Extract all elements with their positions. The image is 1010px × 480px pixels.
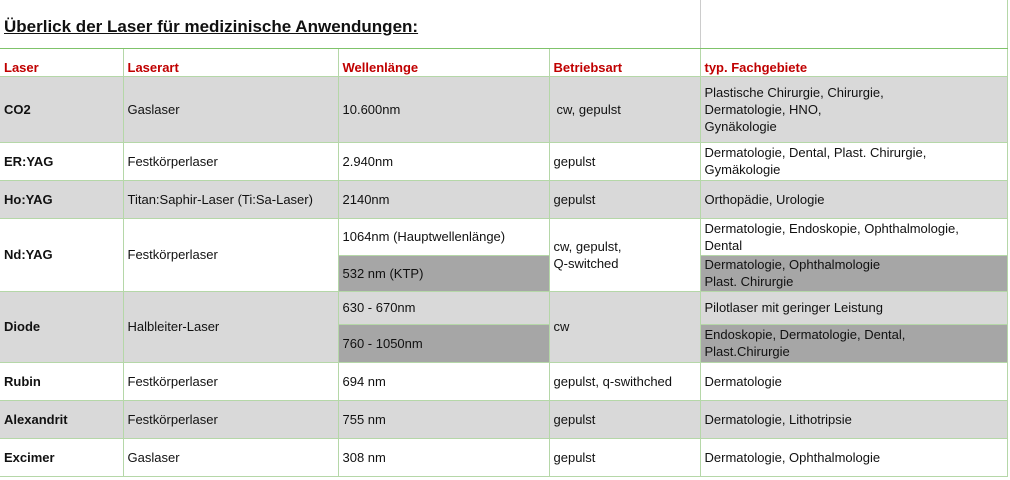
cell-laser[interactable]: Nd:YAG [0,218,123,291]
table-row [0,76,1007,142]
cell-laser[interactable]: Diode [0,291,123,362]
header-betriebsart[interactable]: Betriebsart [549,48,700,76]
cell-laser[interactable]: Alexandrit [0,400,123,438]
cell-laser[interactable]: ER:YAG [0,142,123,180]
cell-laser[interactable]: Excimer [0,438,123,476]
cell-laserart[interactable]: Halbleiter-Laser [123,291,338,362]
cell-fachgebiete[interactable]: Dermatologie, Dental, Plast. Chirurgie, Gymäkologie [700,142,1007,180]
cell-wellenlaenge[interactable]: 2140nm [338,180,549,218]
cell-betriebsart[interactable]: gepulst [549,400,700,438]
cell-laser[interactable]: Ho:YAG [0,180,123,218]
cell-fachgebiete[interactable]: Dermatologie, Ophthalmologie Plast. Chirurgie [700,255,1007,291]
cell-betriebsart[interactable]: gepulst [549,142,700,180]
cell-wellenlaenge[interactable]: 694 nm [338,362,549,400]
table-row [0,218,1007,255]
cell-betriebsart[interactable]: cw, gepulst [549,76,700,142]
cell-laserart[interactable]: Titan:Saphir-Laser (Ti:Sa-Laser) [123,180,338,218]
cell-fachgebiete[interactable]: Pilotlaser mit geringer Leistung [700,291,1007,324]
cell-wellenlaenge[interactable]: 1064nm (Hauptwellenlänge) [338,218,549,255]
cell-laserart[interactable]: Festkörperlaser [123,218,338,291]
table-row [0,438,1007,476]
cell-laserart[interactable]: Festkörperlaser [123,362,338,400]
table-row [0,142,1007,180]
header-laser[interactable]: Laser [0,48,123,76]
cell-wellenlaenge[interactable]: 630 - 670nm [338,291,549,324]
cell-fachgebiete[interactable]: Plastische Chirurgie, Chirurgie, Dermatologie, HNO, Gynäkologie [700,76,1007,142]
cell-betriebsart[interactable]: gepulst, q-swithched [549,362,700,400]
cell-fachgebiete[interactable]: Endoskopie, Dermatologie, Dental, Plast.Chirurgie [700,324,1007,362]
cell-wellenlaenge[interactable]: 308 nm [338,438,549,476]
cell-betriebsart[interactable]: cw [549,291,700,362]
cell-betriebsart[interactable]: gepulst [549,438,700,476]
cell-laserart[interactable]: Gaslaser [123,76,338,142]
header-wellenlaenge[interactable]: Wellenlänge [338,48,549,76]
cell-laser[interactable]: CO2 [0,76,123,142]
cell-wellenlaenge[interactable]: 755 nm [338,400,549,438]
cell-betriebsart[interactable]: gepulst [549,180,700,218]
header-fachgebiete[interactable]: typ. Fachgebiete [700,48,1007,76]
cell-laserart[interactable]: Festkörperlaser [123,142,338,180]
cell-wellenlaenge[interactable]: 760 - 1050nm [338,324,549,362]
cell-laserart[interactable]: Gaslaser [123,438,338,476]
table-row [0,180,1007,218]
empty-cell[interactable] [700,0,1007,48]
cell-fachgebiete[interactable]: Dermatologie [700,362,1007,400]
page-title: Überlick der Laser für medizinische Anwendungen: [4,17,419,36]
table-row [0,400,1007,438]
cell-laser[interactable]: Rubin [0,362,123,400]
cell-fachgebiete[interactable]: Dermatologie, Endoskopie, Ophthalmologie, Dental [700,218,1007,255]
cell-wellenlaenge[interactable]: 10.600nm [338,76,549,142]
cell-fachgebiete[interactable]: Dermatologie, Ophthalmologie [700,438,1007,476]
cell-wellenlaenge[interactable]: 532 nm (KTP) [338,255,549,291]
cell-wellenlaenge[interactable]: 2.940nm [338,142,549,180]
cell-betriebsart[interactable]: cw, gepulst, Q-switched [549,218,700,291]
header-row [0,48,1007,76]
table-row [0,362,1007,400]
header-laserart[interactable]: Laserart [123,48,338,76]
table-row [0,291,1007,324]
cell-fachgebiete[interactable]: Orthopädie, Urologie [700,180,1007,218]
cell-laserart[interactable]: Festkörperlaser [123,400,338,438]
cell-fachgebiete[interactable]: Dermatologie, Lithotripsie [700,400,1007,438]
